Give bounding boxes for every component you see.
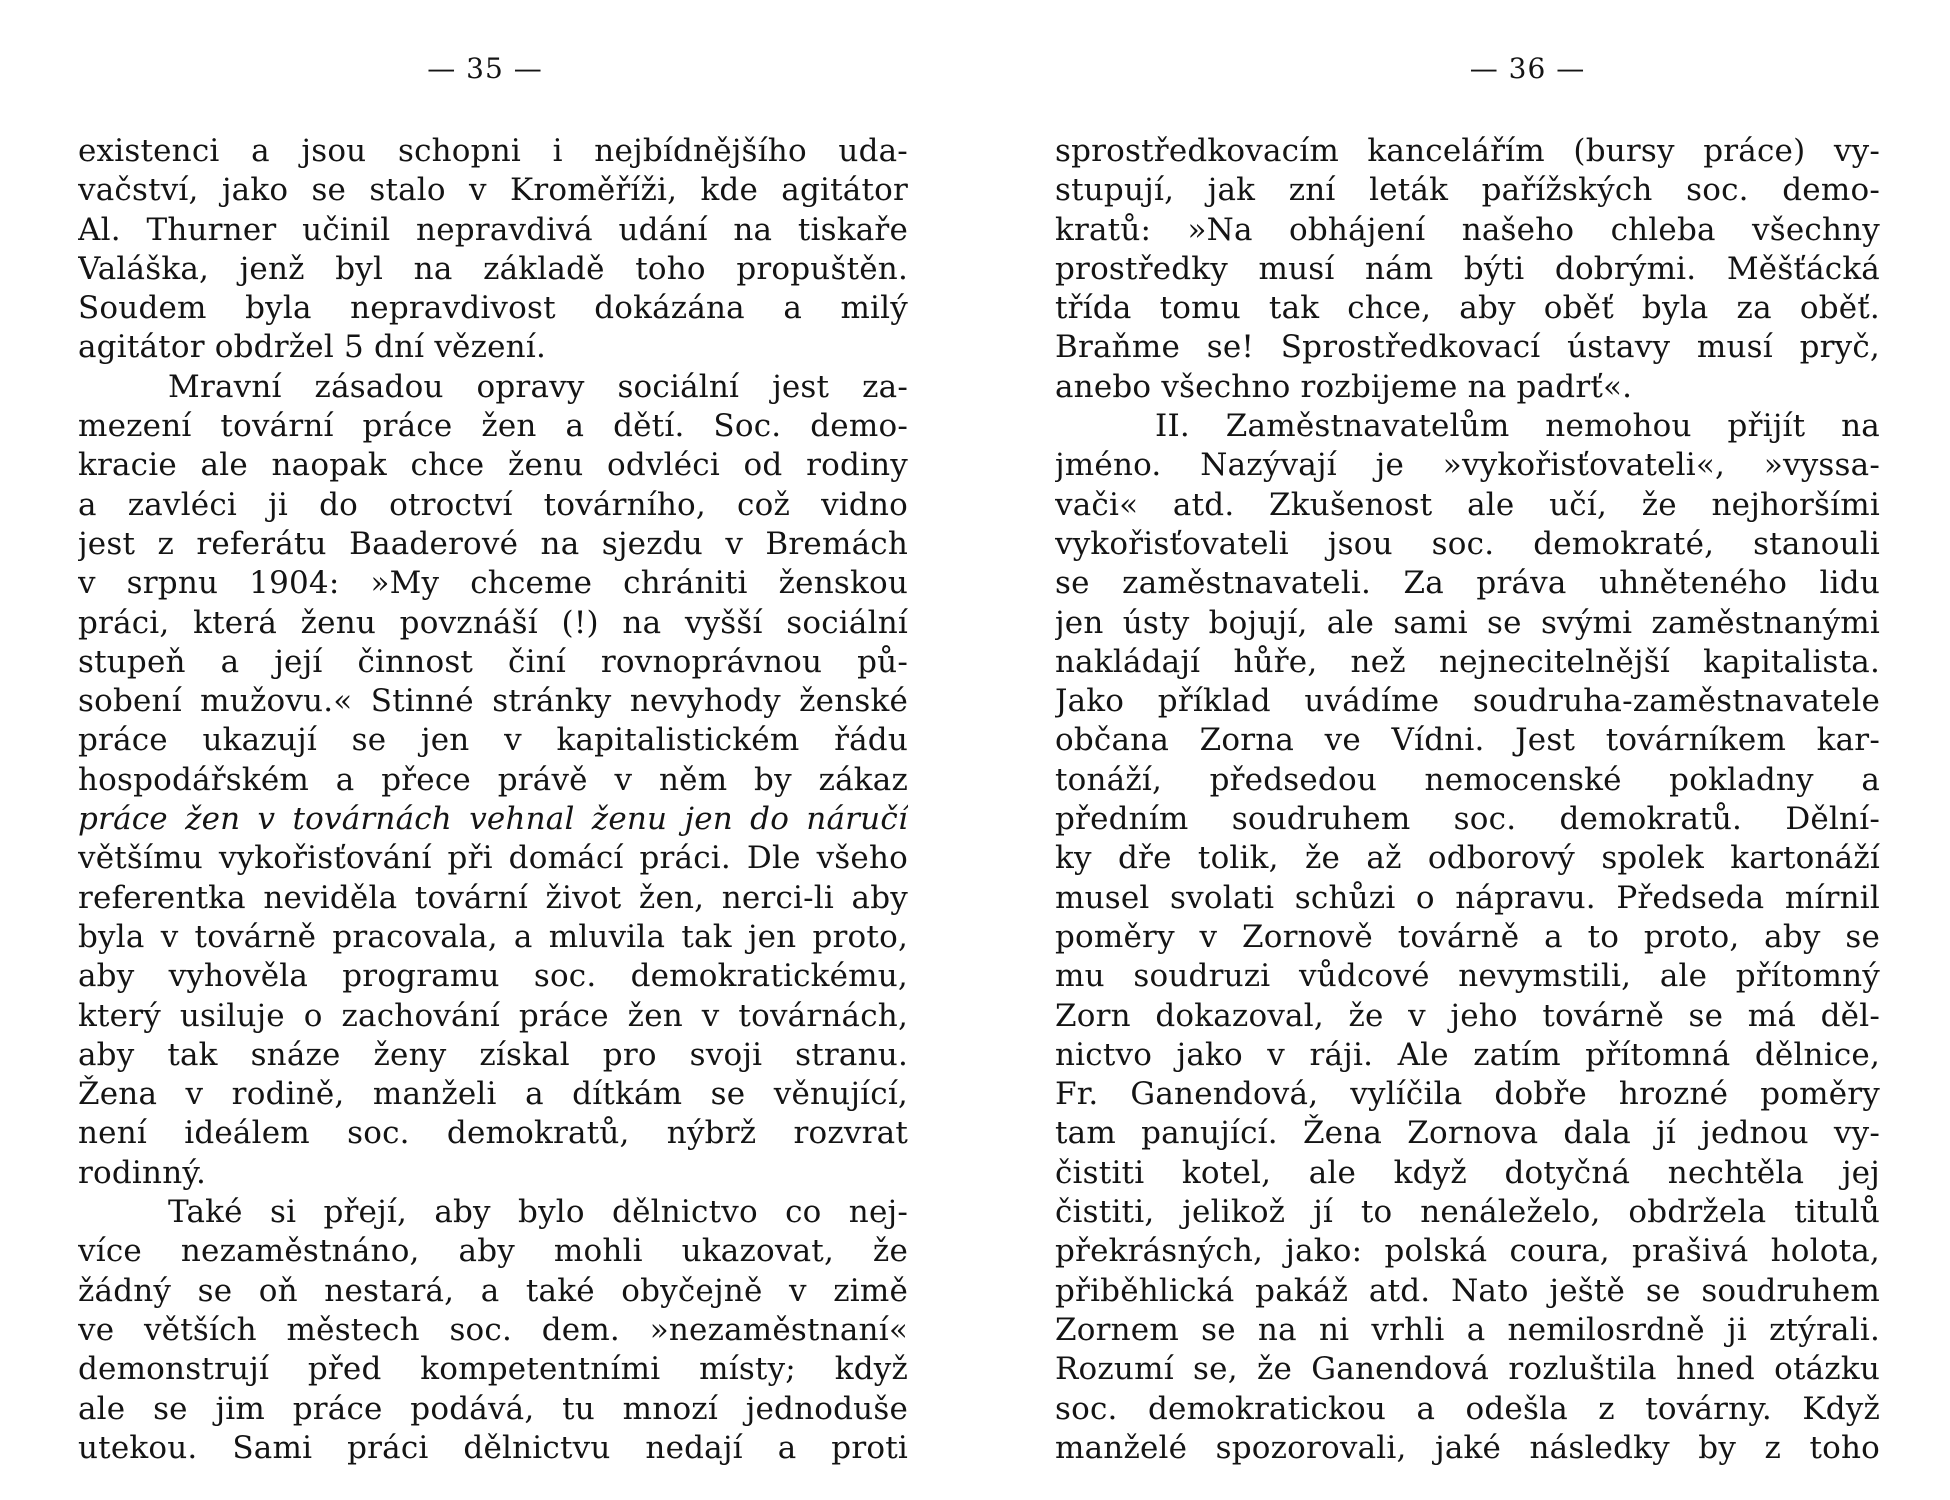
text-line: předním soudruhem soc. demokratů. Dělní- [1055,801,1880,838]
text-line: anebo všechno rozbijeme na padrť«. [1055,368,1633,405]
text-line: třída tomu tak chce, aby oběť byla za oběť. [1055,290,1880,327]
text-line: není ideálem soc. demokratů, nýbrž rozvrat [78,1115,908,1152]
text-line: stupeň a její činnost činí rovnoprávnou pů- [78,643,908,680]
text-line: Mravní zásadou opravy sociální jest za- [168,368,908,405]
text-line: žádný se oň nestará, a také obyčejně v zimě [78,1272,908,1309]
text-line: kratů: »Na obhájení našeho chleba všechny [1055,211,1880,248]
text-line: ve větších městech soc. dem. »nezaměstnaní« [78,1311,908,1348]
text-line: Jako příklad uvádíme soudruha-zaměstnavatele [1055,683,1880,720]
text-line: sprostředkovacím kancelářím (bursy práce) vy- [1055,133,1880,169]
text-line: sobení mužovu.« Stinné stránky nevyhody ženské [78,683,908,720]
text-line: práci, která ženu povznáší (!) na vyšší sociální [78,604,908,641]
text-line: aby vyhověla programu soc. demokratickému, [78,958,908,995]
text-line: Rozumí se, že Ganendová rozluštila hned otázku [1055,1351,1880,1388]
text-line: demonstrují před kompetentními místy; když [78,1351,908,1388]
text-line: Al. Thurner učinil nepravdivá udání na tiskaře [78,211,908,248]
text-line: mu soudruzi vůdcové nevymstili, ale přítomný [1055,958,1880,995]
text-line: Také si přejí, aby bylo dělnictvo co nej- [168,1194,908,1231]
text-line: agitátor obdržel 5 dní vězení. [78,329,547,366]
text-line: musel svolati schůzi o nápravu. Předseda mírnil [1055,879,1880,916]
text-line: aby tak snáze ženy získal pro svoji stranu. [78,1036,908,1073]
text-line: Valáška, jenž byl na základě toho propuštěn. [78,250,908,287]
text-line: jest z referátu Baaderové na sjezdu v Bremách [78,525,908,562]
page-number-left: — 35 — [427,52,543,85]
text-line: Fr. Ganendová, vylíčila dobře hrozné poměry [1055,1076,1880,1113]
text-line: vači« atd. Zkušenost ale učí, že nejhoršími [1055,486,1880,523]
text-line: čistiti kotel, ale když dotyčná nechtěla jej [1055,1154,1880,1191]
text-line: Zornem se na ni vrhli a nemilosrdně ji ztýrali. [1055,1311,1880,1348]
text-line: poměry v Zornově továrně a to proto, aby se [1055,918,1880,955]
text-line: nictvo jako v ráji. Ale zatím přítomná dělnice, [1055,1036,1880,1073]
left-page-text [78,132,908,1468]
text-line: Soudem byla nepravdivost dokázána a milý [78,290,908,327]
text-line: většímu vykořisťování při domácí práci. Dle všeho [78,840,908,877]
right-page-text [1055,132,1880,1468]
text-line: soc. demokratickou a odešla z továrny. Když [1055,1390,1880,1427]
text-line: práce žen v továrnách vehnal ženu jen do náručí [78,801,908,838]
text-line: vykořisťovateli jsou soc. demokraté, stanouli [1055,525,1880,562]
text-line: který usiluje o zachování práce žen v továrnách, [78,997,908,1034]
text-line: hospodářském a přece právě v něm by zákaz [78,761,908,798]
text-line: občana Zorna ve Vídni. Jest továrníkem kar- [1055,722,1880,759]
text-line: a zavléci ji do otroctví továrního, což vidno [78,486,908,523]
text-line: manželé spozorovali, jaké následky by z toho [1055,1429,1880,1466]
text-line: jméno. Nazývají je »vykořisťovateli«, »vyssa- [1055,447,1880,484]
text-line: ky dře tolik, že až odborový spolek kartonáží [1055,840,1880,877]
text-line: mezení tovární práce žen a dětí. Soc. demo- [78,408,908,445]
text-line: stupují, jak zní leták pařížských soc. demo- [1055,172,1880,209]
text-line: vačství, jako se stalo v Kroměříži, kde agitátor [78,172,908,209]
text-line: ale se jim práce podává, tu mnozí jednoduše [78,1390,908,1427]
text-line: prostředky musí nám býti dobrými. Měšťácká [1055,250,1880,287]
text-line: více nezaměstnáno, aby mohli ukazovat, že [78,1233,908,1270]
text-line: tam panující. Žena Zornova dala jí jednou vy- [1055,1115,1880,1152]
text-line: práce ukazují se jen v kapitalistickém řádu [78,722,908,759]
text-line: existenci a jsou schopni i nejbídnějšího uda- [78,133,908,169]
text-line: čistiti, jelikož jí to nenáleželo, obdržela titulů [1055,1194,1880,1231]
text-line: referentka neviděla tovární život žen, nerci-li aby [78,879,908,916]
page-number-right: — 36 — [1469,52,1586,85]
text-line: Žena v rodině, manželi a dítkám se věnující, [78,1076,908,1113]
text-line: přiběhlická pakáž atd. Nato ještě se soudruhem [1055,1272,1880,1309]
text-line: tonáží, předsedou nemocenské pokladny a [1055,761,1880,798]
text-line: Zorn dokazoval, že v jeho továrně se má děl- [1055,997,1880,1034]
text-line: kracie ale naopak chce ženu odvléci od rodiny [78,447,908,484]
text-line: překrásných, jako: polská coura, prašivá holota, [1055,1233,1880,1270]
text-line: utekou. Sami práci dělnictvu nedají a proti [78,1429,908,1466]
right-page [1055,0,1880,1500]
text-line: v srpnu 1904: »My chceme chrániti ženskou [78,565,908,602]
text-line: II. Zaměstnavatelům nemohou přijít na [1155,408,1880,445]
text-line: Braňme se! Sprostředkovací ústavy musí pryč, [1055,329,1880,366]
left-page [78,0,908,1500]
text-line: jen ústy bojují, ale sami se svými zaměstnanými [1055,604,1880,641]
text-line: se zaměstnavateli. Za práva uhněteného lidu [1055,565,1880,602]
text-line: byla v továrně pracovala, a mluvila tak jen proto, [78,918,908,955]
text-line: nakládají hůře, než nejnecitelnější kapitalista. [1055,643,1880,680]
text-line: rodinný. [78,1154,207,1191]
